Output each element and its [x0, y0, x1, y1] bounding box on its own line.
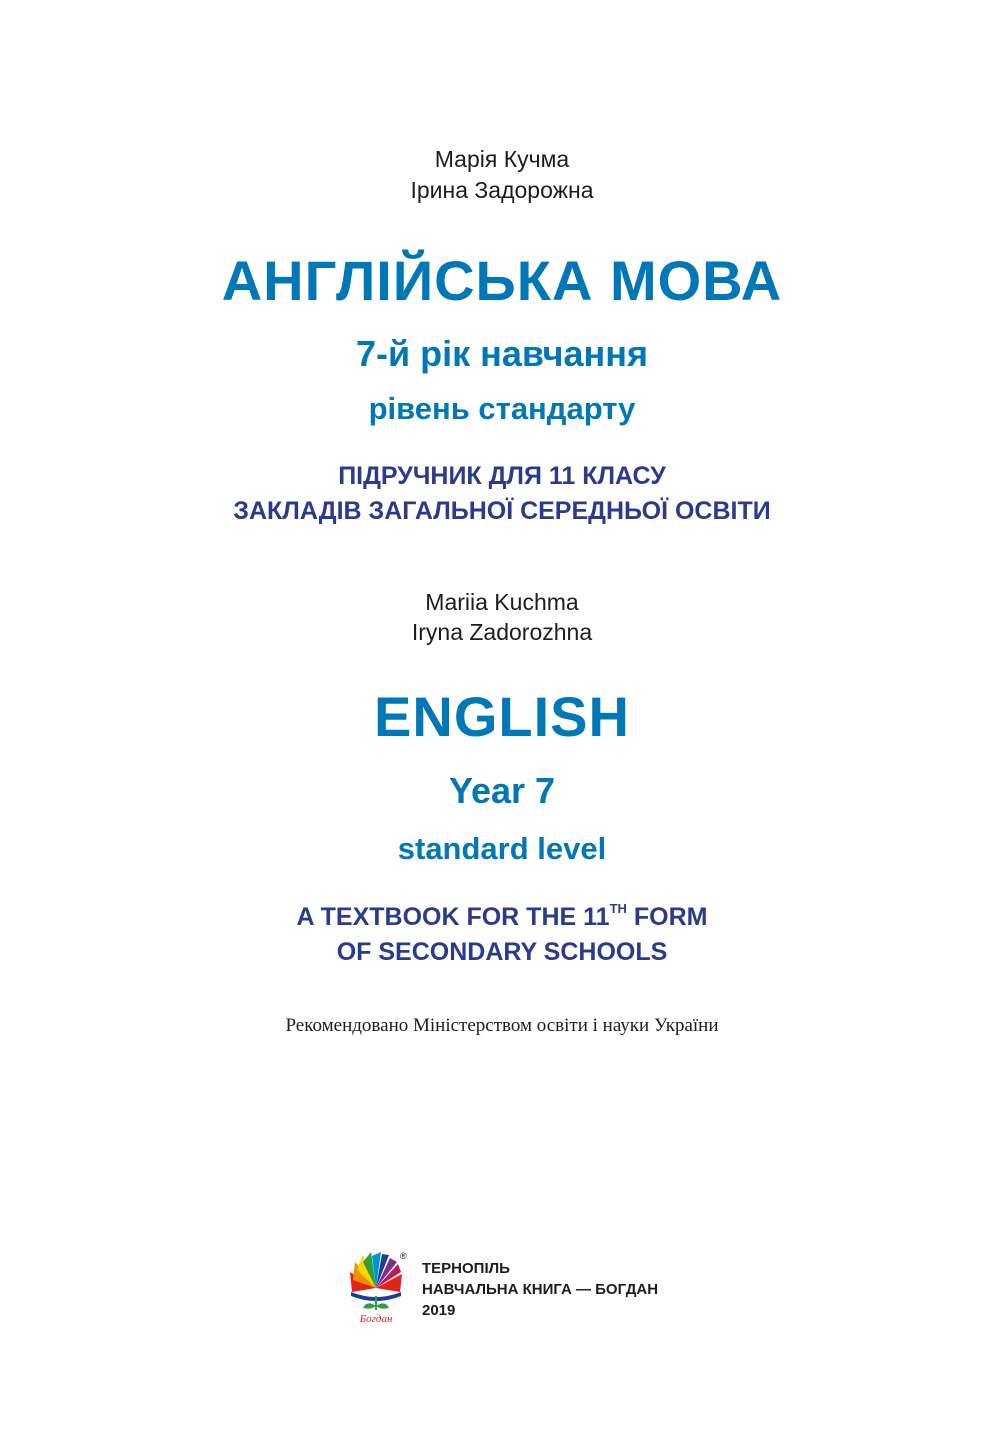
form-en-line-1-post: FORM	[626, 903, 708, 931]
publisher-city: ТЕРНОПІЛЬ	[422, 1260, 510, 1277]
logo-wordmark: Богдан	[359, 1313, 393, 1325]
subtitle-ua-year: 7-й рік навчання	[355, 333, 649, 374]
form-en-line-1-superscript: TH	[609, 901, 627, 916]
form-ua-line-2: ЗАКЛАДІВ ЗАГАЛЬНОЇ СЕРЕДНЬОЇ ОСВІТИ	[233, 497, 771, 525]
title-ua: АНГЛІЙСЬКА МОВА	[221, 249, 783, 312]
form-en-line-1-pre: A TEXTBOOK FOR THE 11	[296, 903, 610, 931]
ministry-recommendation: Рекомендовано Міністерством освіти і науки України	[285, 1015, 719, 1036]
subtitle-ua-level: рівень стандарту	[368, 391, 636, 426]
registered-mark: ®	[400, 1251, 407, 1261]
publisher-name: НАВЧАЛЬНА КНИГА — БОГДАН	[422, 1281, 659, 1298]
form-en-line-2: OF SECONDARY SCHOOLS	[336, 938, 668, 966]
subtitle-en-level: standard level	[397, 831, 607, 866]
author-ua-1: Марія Кучма	[434, 146, 570, 172]
form-en-line-1	[0, 903, 1004, 932]
author-ua-2: Ірина Задорожна	[410, 177, 594, 203]
publisher-logo	[345, 1250, 407, 1326]
subtitle-en-year: Year 7	[448, 770, 556, 811]
publication-year: 2019	[422, 1302, 456, 1319]
publisher-imprint	[422, 1258, 658, 1321]
author-en-2: Iryna Zadorozhna	[411, 619, 593, 645]
form-ua-line-1: ПІДРУЧНИК ДЛЯ 11 КЛАСУ	[338, 462, 666, 490]
title-en: ENGLISH	[374, 685, 630, 748]
author-en-1: Mariia Kuchma	[425, 589, 579, 615]
